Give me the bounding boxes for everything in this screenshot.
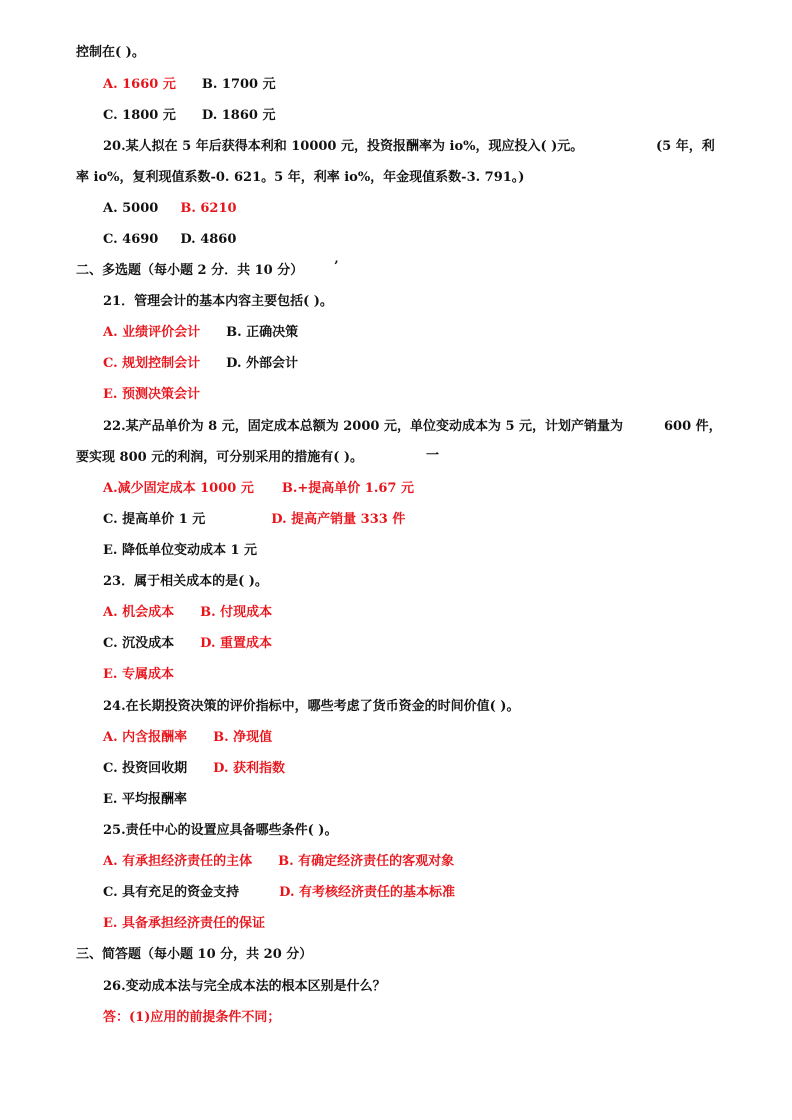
stray-mark — [426, 447, 439, 465]
q20-text-tail: (5 年，利 — [656, 139, 715, 154]
option-row — [103, 915, 265, 933]
section-2-mark: ’ — [334, 259, 339, 274]
q22-option-d-answer: D. 提高产销量 333 件 — [271, 512, 406, 527]
option-row — [103, 324, 298, 342]
q21-option-e-answer: E. 预测决策会计 — [103, 387, 200, 402]
q23-option-a-answer: A. 机会成本 — [103, 605, 175, 620]
option-row — [103, 386, 200, 404]
q23-option-b-answer: B. 付现成本 — [200, 605, 273, 620]
question-20-tail — [656, 138, 715, 156]
question-26 — [103, 978, 386, 996]
question-20-line1 — [103, 138, 583, 156]
option-row — [103, 853, 454, 871]
section-3-title: 三、简答题（每小题 10 分，共 20 分） — [76, 947, 313, 962]
q26-answer: 答：(1)应用的前提条件不同； — [103, 1010, 281, 1025]
q21-option-d: D. 外部会计 — [226, 356, 299, 371]
q22-option-e: E. 降低单位变动成本 1 元 — [103, 543, 258, 558]
question-20-line2 — [76, 169, 524, 187]
q22-text2: 要实现 800 元的利润，可分别采用的措施有( )。 — [76, 450, 364, 465]
q20-option-d: D. 4860 — [180, 232, 237, 247]
q25-option-a-answer: A. 有承担经济责任的主体 — [103, 854, 253, 869]
option-row — [103, 76, 276, 94]
question-25 — [103, 822, 337, 840]
question-22-tail — [664, 418, 722, 436]
q22-mark: 一 — [426, 448, 440, 463]
q25-text: 25.责任中心的设置应具备哪些条件( )。 — [103, 823, 338, 838]
q24-option-b-answer: B. 净现值 — [213, 730, 273, 745]
question-24 — [103, 698, 519, 716]
q20-option-c: C. 4690 — [103, 232, 159, 247]
q21-option-b: B. 正确决策 — [226, 325, 299, 340]
option-row — [103, 884, 455, 902]
q23-option-c: C. 沉没成本 — [103, 636, 175, 651]
q23-text: 23．属于相关成本的是( )。 — [103, 574, 268, 589]
q20-text: 20.某人拟在 5 年后获得本利和 10000 元，投资报酬率为 io%，现应投入( )元。 — [103, 139, 584, 154]
q20-text2: 率 io%，复利现值系数-0. 621。5 年，利率 io%，年金现值系数-3. 791。) — [76, 170, 525, 185]
q24-option-c: C. 投资回收期 — [103, 761, 188, 776]
q26-text: 26.变动成本法与完全成本法的根本区别是什么？ — [103, 979, 386, 994]
q25-option-e-answer: E. 具备承担经济责任的保证 — [103, 916, 265, 931]
section-heading-3 — [76, 946, 312, 964]
option-row — [103, 604, 272, 622]
option-row — [103, 480, 414, 498]
q22-option-a-answer: A.减少固定成本 1000 元 — [103, 481, 254, 496]
option-row — [103, 231, 236, 249]
q20-option-a: A. 5000 — [103, 201, 159, 216]
q25-option-b-answer: B. 有确定经济责任的客观对象 — [278, 854, 455, 869]
q23-option-d-answer: D. 重置成本 — [200, 636, 273, 651]
option-row — [103, 635, 272, 653]
q24-option-e: E. 平均报酬率 — [103, 792, 187, 807]
q22-option-b-answer: B.+提高单价 1.67 元 — [281, 481, 414, 496]
q21-option-a-answer: A. 业绩评价会计 — [103, 325, 201, 340]
q22-text-tail: 600 件， — [664, 419, 722, 434]
q25-option-c: C. 具有充足的资金支持 — [103, 885, 240, 900]
q19-option-b: B. 1700 元 — [201, 77, 276, 92]
option-row — [103, 791, 187, 809]
option-row — [103, 760, 285, 778]
section-2-title: 二、多选题（每小题 2 分．共 10 分） — [76, 263, 304, 278]
option-row — [103, 729, 272, 747]
q24-text: 24.在长期投资决策的评价指标中，哪些考虑了货币资金的时间价值( )。 — [103, 699, 520, 714]
q24-option-a-answer: A. 内含报酬率 — [103, 730, 188, 745]
question-22-line1 — [103, 418, 623, 436]
q19-option-a-answer: A. 1660 元 — [103, 77, 176, 92]
q21-text: 21．管理会计的基本内容主要包括( )。 — [103, 294, 333, 309]
q19-continuation: 控制在( )。 — [76, 45, 145, 60]
question-21 — [103, 293, 333, 311]
q20-option-b-answer: B. 6210 — [180, 201, 237, 216]
q22-text: 22.某产品单价为 8 元，固定成本总额为 2000 元，单位变动成本为 5 元，计划产销量为 — [103, 419, 624, 434]
answer-row — [103, 1009, 280, 1027]
section-heading-2 — [76, 262, 303, 280]
q25-option-d-answer: D. 有考核经济责任的基本标准 — [279, 885, 456, 900]
option-row — [103, 200, 237, 218]
q22-option-c: C. 提高单价 1 元 — [103, 512, 206, 527]
option-row — [103, 107, 275, 125]
text-line — [76, 44, 145, 62]
q19-option-d: D. 1860 元 — [201, 108, 276, 123]
q23-option-e-answer: E. 专属成本 — [103, 667, 174, 682]
stray-mark — [334, 258, 339, 276]
q21-option-c-answer: C. 规划控制会计 — [103, 356, 201, 371]
option-row — [103, 511, 405, 529]
question-23 — [103, 573, 268, 591]
option-row — [103, 666, 174, 684]
option-row — [103, 542, 257, 560]
option-row — [103, 355, 298, 373]
question-22-line2 — [76, 449, 363, 467]
q19-option-c: C. 1800 元 — [103, 108, 176, 123]
q24-option-d-answer: D. 获利指数 — [213, 761, 286, 776]
